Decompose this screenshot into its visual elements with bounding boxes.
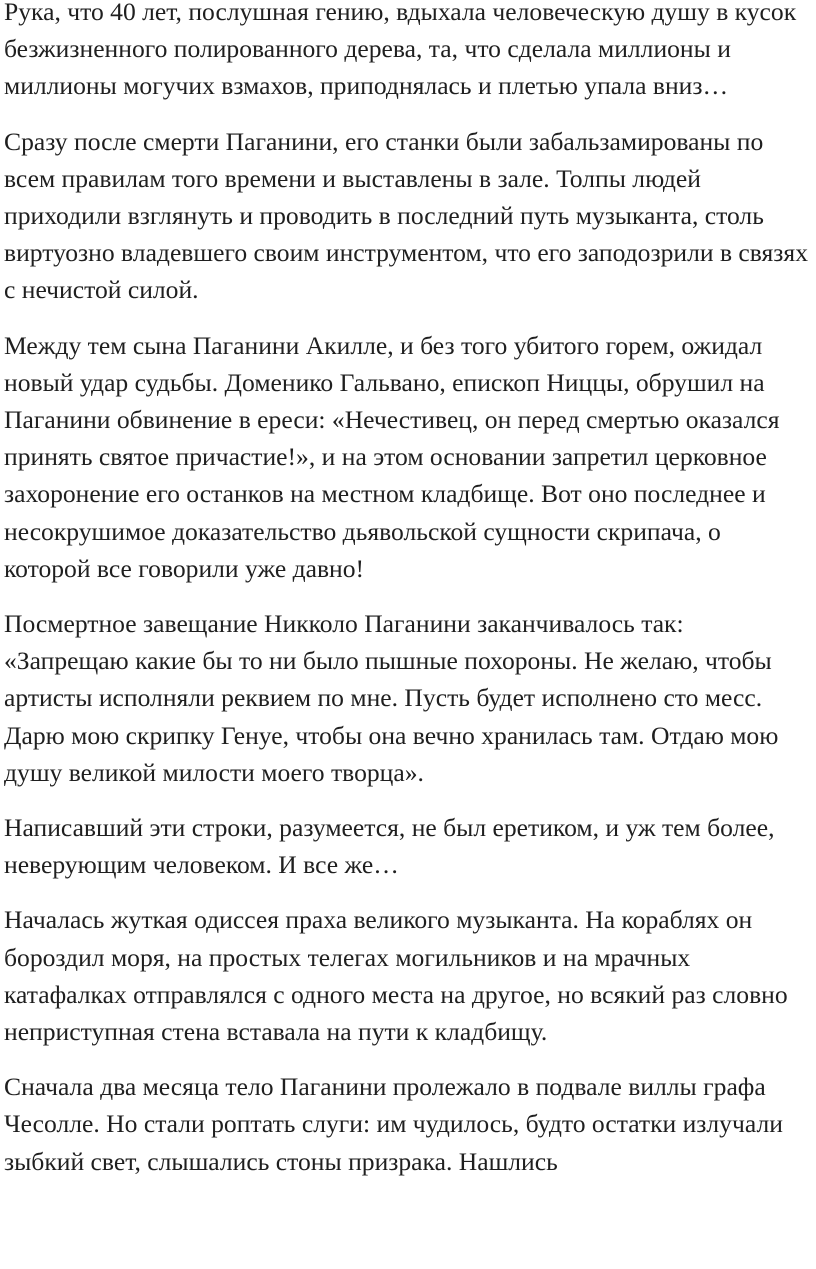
paragraph-7: Сначала два месяца тело Паганини пролежало в подвале виллы графа Чесолле. Но стали роптать слуги: им чудилось, будто остатки излучали зыбкий свет, слышались стоны призрака. Нашлись (4, 1072, 783, 1176)
paragraph-4: Посмертное завещание Никколо Паганини заканчивалось так: «Запрещаю какие бы то ни было пышные похороны. Не желаю, чтобы артисты исполняли реквием по мне. Пусть будет исполнено сто месс. Дарю мою скрипку Генуе, чтобы она вечно хранилась там. Отдаю мою душу великой милости моего творца». (4, 609, 779, 787)
paragraph-1: Рука, что 40 лет, послушная гению, вдыхала человеческую душу в кусок безжизненного полированного дерева, та, что сделала миллионы и миллионы могучих взмахов, приподнялась и плетью упала вниз… (4, 0, 797, 101)
paragraph-5: Написавший эти строки, разумеется, не был еретиком, и уж тем более, неверующим человеком. И все же… (4, 813, 775, 880)
paragraph-6: Началась жуткая одиссея праха великого музыканта. На кораблях он бороздил моря, на простых телегах могильников и на мрачных катафалках отправлялся с одного места на другое, но всякий раз словно неприступная стена вставала на пути к кладбищу. (4, 905, 788, 1047)
paragraph-2: Сразу после смерти Паганини, его станки были забальзамированы по всем правилам того времени и выставлены в зале. Толпы людей приходили взглянуть и проводить в последний путь музыканта, столь виртуозно владевшего своим инструментом, что его заподозрили в связях с нечистой силой. (4, 126, 808, 305)
paragraph-3: Между тем сына Паганини Акилле, и без того убитого горем, ожидал новый удар судьбы. Доменико Гальвано, епископ Ниццы, обрушил на Паганини обвинение в ереси: «Нечестивец, он перед смертью оказался принять святое причастие!», и на этом основании запретил церковное захоронение его останков на местном кладбище. Вот оно последнее и несокрушимое доказательство дьявольской сущности скрипача, о которой все говорили уже давно! (4, 330, 780, 583)
